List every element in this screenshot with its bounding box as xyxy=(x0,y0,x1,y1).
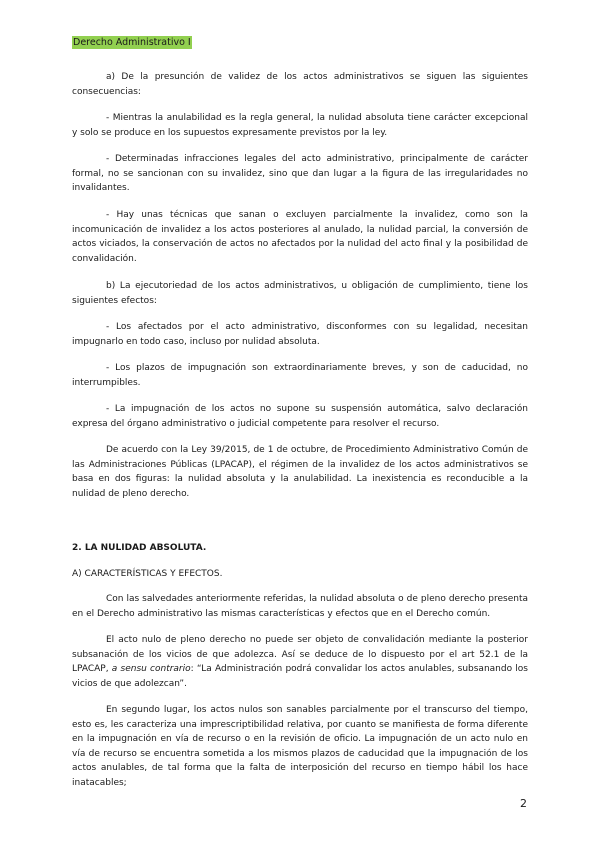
paragraph-block xyxy=(72,320,528,349)
paragraph-block xyxy=(72,152,528,196)
paragraph: b) La ejecutoriedad de los actos administrativos, u obligación de cumplimiento, tiene los siguientes efectos: xyxy=(72,281,528,306)
paragraph-text: El acto nulo de pleno derecho no puede ser objeto de convalidación mediante la posterior subsanación de los vicios de que adolezca. Así se deduce de lo dispuesto por el art 52.1 de la LPACAP, xyxy=(72,635,528,674)
paragraph-block xyxy=(72,111,528,140)
paragraph: - La impugnación de los actos no supone su suspensión automática, salvo declaración expresa del órgano administrativo o judicial competente para resolver el recurso. xyxy=(72,404,528,429)
page-number: 2 xyxy=(520,797,527,810)
paragraph-b xyxy=(72,279,528,308)
header-title: Derecho Administrativo I xyxy=(73,37,191,48)
paragraph: - Mientras la anulabilidad es la regla general, la nulidad absoluta tiene carácter excepcional y solo se produce en los supuestos expresamente previstos por la ley. xyxy=(72,113,528,138)
section-heading: 2. LA NULIDAD ABSOLUTA. xyxy=(72,543,207,553)
subheading-block xyxy=(72,567,528,582)
paragraph-a xyxy=(72,70,528,99)
paragraph-block xyxy=(72,592,528,621)
paragraph: - Determinadas infracciones legales del acto administrativo, principalmente de carácter formal, no se sancionan con su invalidez, sino que dan lugar a la figura de las irregularidades no invalidantes. xyxy=(72,154,528,193)
section-subheading: A) CARACTERÍSTICAS Y EFECTOS. xyxy=(72,569,223,579)
paragraph: - Los plazos de impugnación son extraordinariamente breves, y son de caducidad, no interrumpibles. xyxy=(72,363,528,388)
paragraph: a) De la presunción de validez de los actos administrativos se siguen las siguientes consecuencias: xyxy=(72,72,528,97)
italic-phrase: a sensu contrario xyxy=(111,664,191,674)
paragraph-block xyxy=(72,208,528,266)
paragraph: Con las salvedades anteriormente referidas, la nulidad absoluta o de pleno derecho presenta en el Derecho administrativo las mismas características y efectos que en el Derecho común. xyxy=(72,594,528,619)
paragraph: - Los afectados por el acto administrativo, disconformes con su legalidad, necesitan impugnarlo en todo caso, incluso por nulidad absoluta. xyxy=(72,322,528,347)
paragraph: - Hay unas técnicas que sanan o excluyen parcialmente la invalidez, como son la incomunicación de invalidez a los actos posteriores al anulado, la nulidad parcial, la conversión de actos viciados, la conservación de actos no afectados por la nulidad del acto final y la posibilidad de convalidación. xyxy=(72,210,528,264)
paragraph-block xyxy=(72,633,528,691)
paragraph-block xyxy=(72,703,528,790)
paragraph-block xyxy=(72,443,528,501)
paragraph-text: : “La Administración podrá convalidar los actos anulables, subsanando los vicios de que adolezcan”. xyxy=(72,664,528,689)
paragraph-block xyxy=(72,402,528,431)
paragraph-convalidacion xyxy=(72,633,528,691)
section-heading-block xyxy=(72,541,528,556)
paragraph: En segundo lugar, los actos nulos son sanables parcialmente por el transcurso del tiempo, esto es, les caracteriza una imprescriptibilidad relativa, por cuanto se manifiesta de forma diferente en la impugnación en vía de recurso o en la revisión de oficio. La impugnación de un acto nulo en vía de recurso se encuentra sometida a los mismos plazos de caducidad que la impugnación de los actos anulables, de tal forma que la falta de interposición del recurso en tiempo hábil los hace inatacables; xyxy=(72,705,528,788)
paragraph-block xyxy=(72,361,528,390)
paragraph: De acuerdo con la Ley 39/2015, de 1 de octubre, de Procedimiento Administrativo Común de las Administraciones Públicas (LPACAP), el régimen de la invalidez de los actos administrativos se basa en dos figuras: la nulidad absoluta y la anulabilidad. La inexistencia es reconducible a la nulidad de pleno derecho. xyxy=(72,445,528,499)
